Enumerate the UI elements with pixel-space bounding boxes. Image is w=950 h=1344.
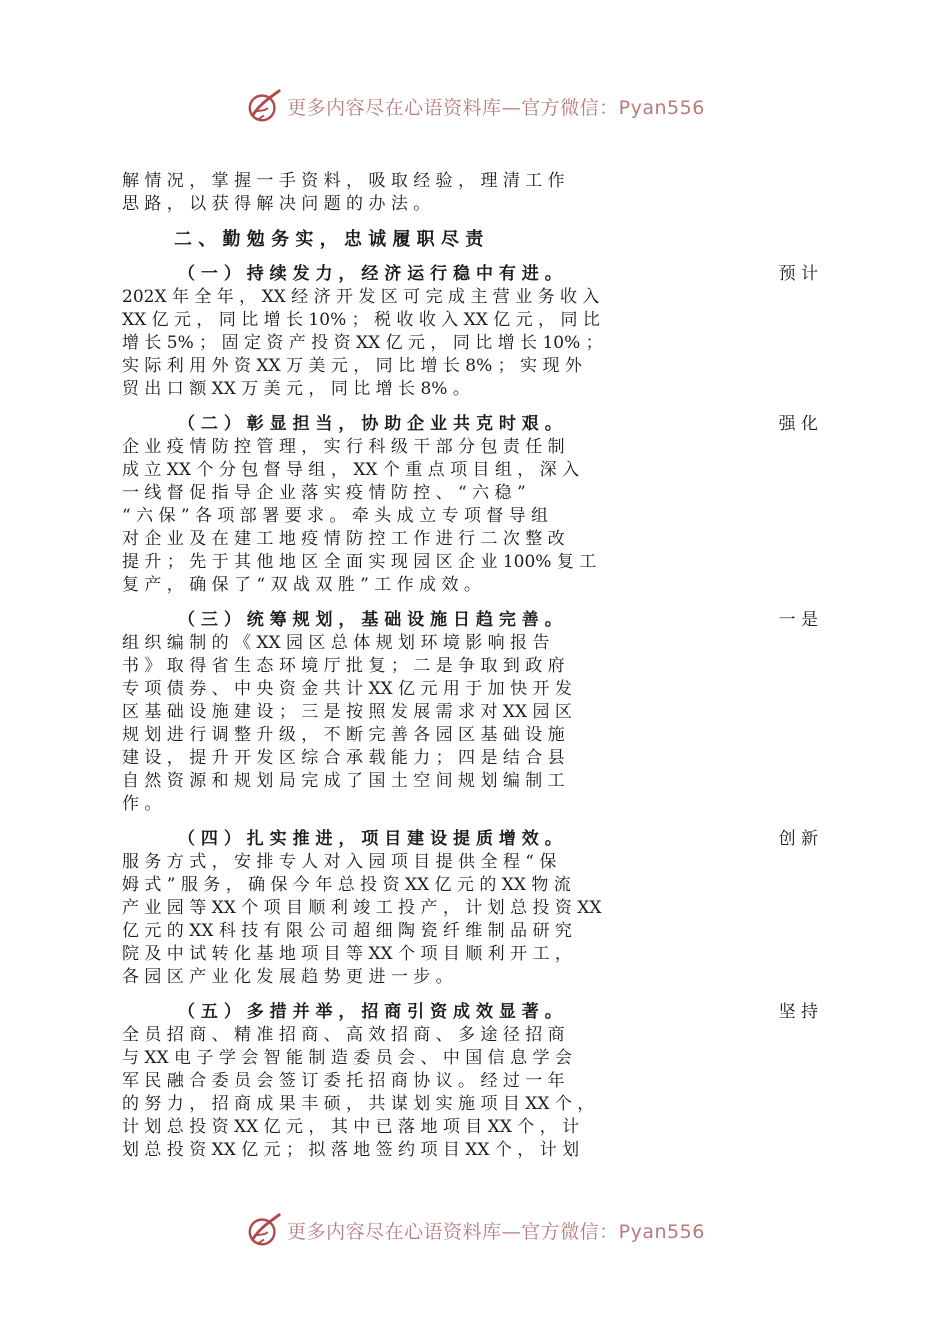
section-3-title: （ 三 ） 统 筹 规 划 ， 基 础 设 施 日 趋 完 善 。 [178, 610, 562, 630]
document-body [122, 170, 818, 1162]
text-line: 增 长 5% ； 固 定 资 产 投 资 XX 亿 元 ， 同 比 增 长 10% ； [122, 333, 603, 353]
header-banner [0, 84, 950, 128]
section-2 [122, 413, 818, 597]
brush-logo-icon [245, 1211, 283, 1249]
text-line: 贸 出 口 额 XX 万 美 元 ， 同 比 增 长 8% 。 [122, 379, 470, 399]
section-4 [122, 828, 818, 989]
section-5 [122, 1001, 818, 1162]
paragraph-intro-continued [122, 170, 818, 216]
section-3-first-line: （ 三 ） 统 筹 规 划 ， 基 础 设 施 日 趋 完 善 。 一 是 [178, 610, 818, 630]
brush-logo-icon [245, 87, 283, 125]
section-5-title: （ 五 ） 多 措 并 举 ， 招 商 引 资 成 效 显 著 。 [178, 1002, 562, 1022]
banner-text: 更多内容尽在心语资料库—官方微信：Pyan556 [287, 1220, 705, 1243]
text-line: 亿 元 的 XX 科 技 有 限 公 司 超 细 陶 瓷 纤 维 制 品 研 究 [122, 921, 572, 941]
text-line: 各 园 区 产 业 化 发 展 趋 势 更 进 一 步 。 [122, 967, 453, 987]
text-line: 对 企 业 及 在 建 工 地 疫 情 防 控 工 作 进 行 二 次 整 改 [122, 529, 565, 549]
text-line: 组 织 编 制 的 《 XX 园 区 总 体 规 划 环 境 影 响 报 告 [122, 633, 550, 653]
text-line: 服 务 方 式 ， 安 排 专 人 对 入 园 项 目 提 供 全 程 “ 保 [122, 852, 557, 872]
text-line: 计 划 总 投 资 XX 亿 元 ， 其 中 已 落 地 项 目 XX 个 ， 计 [122, 1117, 580, 1137]
text-line: 姆 式 ” 服 务 ， 确 保 今 年 总 投 资 XX 亿 元 的 XX 物 流 [122, 875, 571, 895]
text-line: “ 六 保 ” 各 项 部 署 要 求 。 牵 头 成 立 专 项 督 导 组 [122, 506, 549, 526]
text-line: 区 基 础 设 施 建 设 ； 三 是 按 照 发 展 需 求 对 XX 园 区 [122, 702, 572, 722]
text-line: 全 员 招 商 、 精 准 招 商 、 高 效 招 商 、 多 途 径 招 商 [122, 1025, 565, 1045]
text-line: 实 际 利 用 外 资 XX 万 美 元 ， 同 比 增 长 8% ； 实 现 外 [122, 356, 582, 376]
text-line: 院 及 中 试 转 化 基 地 项 目 等 XX 个 项 目 顺 利 开 工 ， [122, 944, 572, 964]
text-line: 规 划 进 行 调 整 升 级 ， 不 断 完 善 各 园 区 基 础 设 施 [122, 725, 565, 745]
section-2-first-line: （ 二 ） 彰 显 担 当 ， 协 助 企 业 共 克 时 艰 。 强 化 [178, 414, 818, 434]
text-line: 企 业 疫 情 防 控 管 理 ， 实 行 科 级 干 部 分 包 责 任 制 [122, 437, 565, 457]
section-4-title: （ 四 ） 扎 实 推 进 ， 项 目 建 设 提 质 增 效 。 [178, 829, 562, 849]
footer-banner [0, 1208, 950, 1252]
section-1-first-line: （ 一 ） 持 续 发 力 ， 经 济 运 行 稳 中 有 进 。 预 计 [178, 264, 818, 284]
text-line: 成 立 XX 个 分 包 督 导 组 ， XX 个 重 点 项 目 组 ， 深 入 [122, 460, 580, 480]
text-line: 解 情 况 ， 掌 握 一 手 资 料 ， 吸 取 经 验 ， 理 清 工 作 [122, 171, 565, 191]
text-line: XX 亿 元 ， 同 比 增 长 10% ； 税 收 收 入 XX 亿 元 ， 同 比 [122, 310, 600, 330]
text-line: 的 努 力 ， 招 商 成 果 丰 硕 ， 共 谋 划 实 施 项 目 XX 个 ， [122, 1094, 595, 1114]
text-line: 作 。 [122, 794, 162, 814]
section-heading-2: 二 、 勤 勉 务 实 ， 忠 诚 履 职 尽 责 [174, 229, 484, 250]
text-line: 思 路 ， 以 获 得 解 决 问 题 的 办 法 。 [122, 194, 431, 214]
wechat-id: Pyan556 [618, 1220, 705, 1243]
text-line: 划 总 投 资 XX 亿 元 ； 拟 落 地 签 约 项 目 XX 个 ， 计 划 [122, 1140, 580, 1160]
section-1 [122, 263, 818, 401]
section-5-first-line: （ 五 ） 多 措 并 举 ， 招 商 引 资 成 效 显 著 。 坚 持 [178, 1002, 818, 1022]
text-line: 专 项 债 券 、 中 央 资 金 共 计 XX 亿 元 用 于 加 快 开 发 [122, 679, 572, 699]
text-line: 自 然 资 源 和 规 划 局 完 成 了 国 土 空 间 规 划 编 制 工 [122, 771, 565, 791]
section-4-first-line: （ 四 ） 扎 实 推 进 ， 项 目 建 设 提 质 增 效 。 创 新 [178, 829, 818, 849]
section-2-title: （ 二 ） 彰 显 担 当 ， 协 助 企 业 共 克 时 艰 。 [178, 414, 562, 434]
text-line: 军 民 融 合 委 员 会 签 订 委 托 招 商 协 议 。 经 过 一 年 [122, 1071, 565, 1091]
text-line: 复 产 ， 确 保 了 “ 双 战 双 胜 ” 工 作 成 效 。 [122, 575, 481, 595]
text-line: 书 》 取 得 省 生 态 环 境 厅 批 复 ； 二 是 争 取 到 政 府 [122, 656, 565, 676]
text-line: 一 线 督 促 指 导 企 业 落 实 疫 情 防 控 、 “ 六 稳 ” [122, 483, 526, 503]
text-line: 提 升 ； 先 于 其 他 地 区 全 面 实 现 园 区 企 业 100% 复 工 [122, 552, 597, 572]
wechat-id: Pyan556 [618, 96, 705, 119]
banner-text: 更多内容尽在心语资料库—官方微信：Pyan556 [287, 96, 705, 119]
text-line: 与 XX 电 子 学 会 智 能 制 造 委 员 会 、 中 国 信 息 学 会 [122, 1048, 572, 1068]
text-line: 建 设 ， 提 升 开 发 区 综 合 承 载 能 力 ； 四 是 结 合 县 [122, 748, 565, 768]
text-line: 产 业 园 等 XX 个 项 目 顺 利 竣 工 投 产 ， 计 划 总 投 资 XX [122, 898, 602, 918]
section-1-title: （ 一 ） 持 续 发 力 ， 经 济 运 行 稳 中 有 进 。 [178, 264, 562, 284]
text-line: 202X 年 全 年 ， XX 经 济 开 发 区 可 完 成 主 营 业 务 收 入 [122, 287, 600, 307]
section-3 [122, 609, 818, 816]
